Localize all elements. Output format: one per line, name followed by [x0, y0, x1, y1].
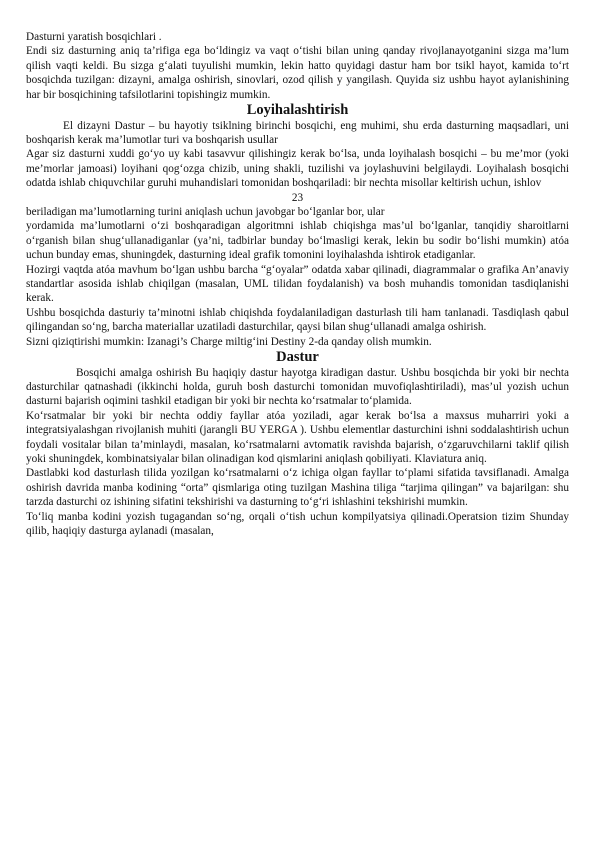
document-page [26, 30, 569, 538]
paragraph-intro-heading: Dasturni yaratish bosqichlari . [26, 31, 162, 43]
paragraph-program-4: To‘liq manba kodini yozish tugagandan so‘ng, orqali o‘tish uchun kompilyatsiya qilinadi.Operatsion tizim Shunday qilib, haqiqiy dasturga aylanadi (masalan, [26, 510, 569, 537]
section-title-program: Dastur [276, 349, 319, 366]
paragraph-design-6: Ushbu bosqichda dasturiy ta’minotni ishlab chiqishda foydalaniladigan dasturlash tili ham tanlanadi. Tasdiqlash qabul qilingandan so‘ng, barcha materiallar uzatiladi dasturchilar, qaysi bilan shug‘ullanadi amalga oshirish. [26, 306, 569, 334]
paragraph-program-3: Dastlabki kod dasturlash tilida yozilgan ko‘rsatmalarni o‘z ichiga olgan fayllar to‘plami sifatida tavsiflanadi. Amalga oshirish davrida manba kodining “orta” qismlariga oting tuzilgan Mashina tiliga “tarjima qilingan” va bajarilgan: shu tarzda dasturchi oz ishining sifatini tekshirishi va dasturning to‘g‘ri ishlashini tekshirishi mumkin. [26, 467, 569, 509]
paragraph-design-1: El dizayni Dastur – bu hayotiy tsiklning birinchi bosqichi, eng muhimi, shu erda dasturning maqsadlari, uni boshqarish kerak ma’lumotlar turi va boshqarish usullar [26, 119, 569, 146]
paragraph-related-link: Sizni qiziqtirishi mumkin: Izanagi’s Charge miltig‘ini Destiny 2-da qanday olish mumkin. [26, 335, 432, 348]
paragraph-design-4: yordamida ma’lumotlarni o‘zi boshqaradigan algoritmni ishlab chiqishga mas’ul bo‘lganlar, tanqidiy sharoitlarni o‘rganish bilan shug‘ullanadiganlar (ya’ni, tadbirlar bunday bo‘lmasligi kerak, lekin bu sodir bo‘lishi mumkin) atóa uchun bunday emas, shuningdek, dasturning ideal grafik tomonini loyihalashda ishtirok etadiganlar. [26, 220, 569, 262]
page-number: 23 [291, 191, 304, 204]
section-title-design: Loyihalashtirish [246, 102, 349, 119]
paragraph-design-2: Agar siz dasturni xuddi go‘yo uy kabi tasavvur qilishingiz kerak bo‘lsa, unda loyihalash bosqichi – bu me’mor (yoki me’morlar jamoasi) loyihani qog‘ozga chizib, uning shakli, tuzilishi va joylashuvini belgilaydi. Loyihalash bosqichi odatda ishlab chiquvchilar guruhi muhandislari tomonidan boshqariladi: bir nechta misollar keltirish uchun, ishlov [26, 148, 569, 190]
paragraph-lifecycle: Endi siz dasturning aniq ta’rifiga ega bo‘ldingiz va vaqt o‘tishi bilan uning qanday rivojlanayotganini sizga ma’lum qilish vaqti keldi. Bu sizga g‘alati tuyulishi mumkin, lekin hatto quyidagi dastur ham bor tsikl hayot, kamida to‘rt bosqichda tuzilgan: dizayni, amalga oshirish, sinovlari, ozod qilish y yangilash. Quyida siz ushbu hayot aylanishining har bir bosqichining tafsilotlarini topishingiz mumkin. [26, 45, 569, 101]
paragraph-program-2: Ko‘rsatmalar bir yoki bir nechta oddiy fayllar atóa yoziladi, agar kerak bo‘lsa a maxsus muharriri yoki a integratsiyalashgan rivojlanish muhiti (jarangli BU YERGA ). Ushbu elementlar dasturchini ishni soddalashtirish uchun foydali vositalar bilan ta’minlaydi, masalan, ko‘rsatmalarni avtomatik ravishda bajarish, o‘zgaruvchilarni taklif qilish yoki shuningdek, kombinatsiyalar bilan olinadigan kod qismlarini aniqlash qobiliyati. Klaviatura aniq. [26, 409, 569, 465]
paragraph-program-1: Bosqichi amalga oshirish Bu haqiqiy dastur hayotga kiradigan dastur. Ushbu bosqichda bir yoki bir nechta dasturchilar qatnashadi (ikkinchi holda, guruh bosh dasturchi tomonidan muvofiqlashtiriladi), mas’ul yozish uchun dasturni bajarish oqimini tashkil etadigan bir yoki bir nechta ko‘rsatmalar to‘plamida. [26, 366, 569, 408]
paragraph-design-5: Hozirgi vaqtda atóa mavhum bo‘lgan ushbu barcha “g‘oyalar” odatda xabar qilinadi, diagrammalar o grafika An’anaviy standartlar asosida ishlab chiqilgan (masalan, UML tilidan foydalanish) va bosh muhandis tomonidan tasdiqlanishi kerak. [26, 263, 569, 305]
paragraph-design-3: beriladigan ma’lumotlarning turini aniqlash uchun javobgar bo‘lganlar bor, ular [26, 205, 385, 218]
